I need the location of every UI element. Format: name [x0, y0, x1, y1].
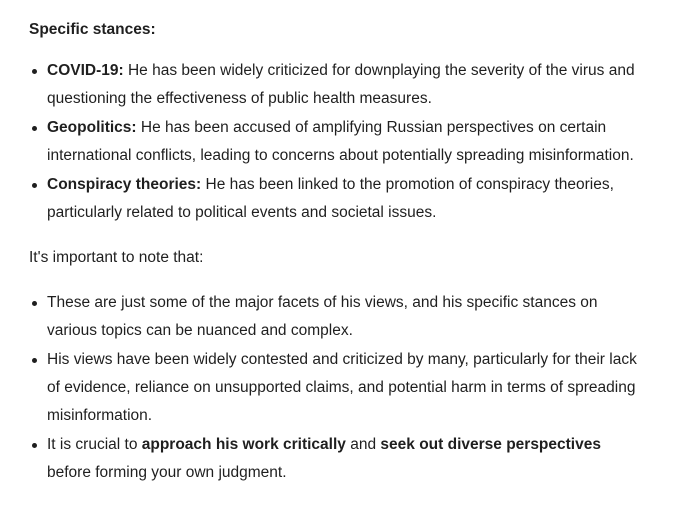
note-text: and: [345, 436, 381, 453]
note-text: It is crucial to: [47, 436, 142, 453]
list-item: [29, 171, 649, 227]
bullet-icon: [32, 183, 37, 188]
list-item: [29, 57, 649, 113]
note-text: before forming your own judgment.: [47, 464, 287, 481]
bullet-icon: [32, 69, 37, 74]
stance-text: He has been widely criticized for downplaying the severity of the virus and questioning the effectiveness of public health measures.: [47, 62, 635, 107]
list-item: [29, 346, 649, 430]
list-item: [29, 114, 649, 170]
stance-text: He has been accused of amplifying Russian perspectives on certain international conflicts, leading to concerns about potentially spreading misinformation.: [47, 119, 634, 164]
bullet-icon: [32, 126, 37, 131]
stance-label: Geopolitics:: [47, 119, 137, 136]
note-text: These are just some of the major facets of his views, and his specific stances on various topics can be nuanced and complex.: [47, 294, 598, 339]
note-intro: It's important to note that:: [29, 249, 204, 266]
list-item: [29, 431, 649, 487]
section-heading: Specific stances:: [29, 21, 156, 38]
stance-label: Conspiracy theories:: [47, 176, 202, 193]
stance-label: COVID-19:: [47, 62, 124, 79]
note-emphasis: seek out diverse perspectives: [380, 436, 601, 453]
stance-text: He has been linked to the promotion of conspiracy theories, particularly related to political events and societal issues.: [47, 176, 614, 221]
note-text: His views have been widely contested and criticized by many, particularly for their lack of evidence, reliance on unsupported claims, and potential harm in terms of spreading misinformation.: [47, 351, 637, 424]
bullet-icon: [32, 443, 37, 448]
stances-list: [29, 57, 649, 227]
notes-list: [29, 289, 649, 487]
note-emphasis: approach his work critically: [141, 436, 346, 453]
bullet-icon: [32, 301, 37, 306]
list-item: [29, 289, 649, 345]
bullet-icon: [32, 358, 37, 363]
